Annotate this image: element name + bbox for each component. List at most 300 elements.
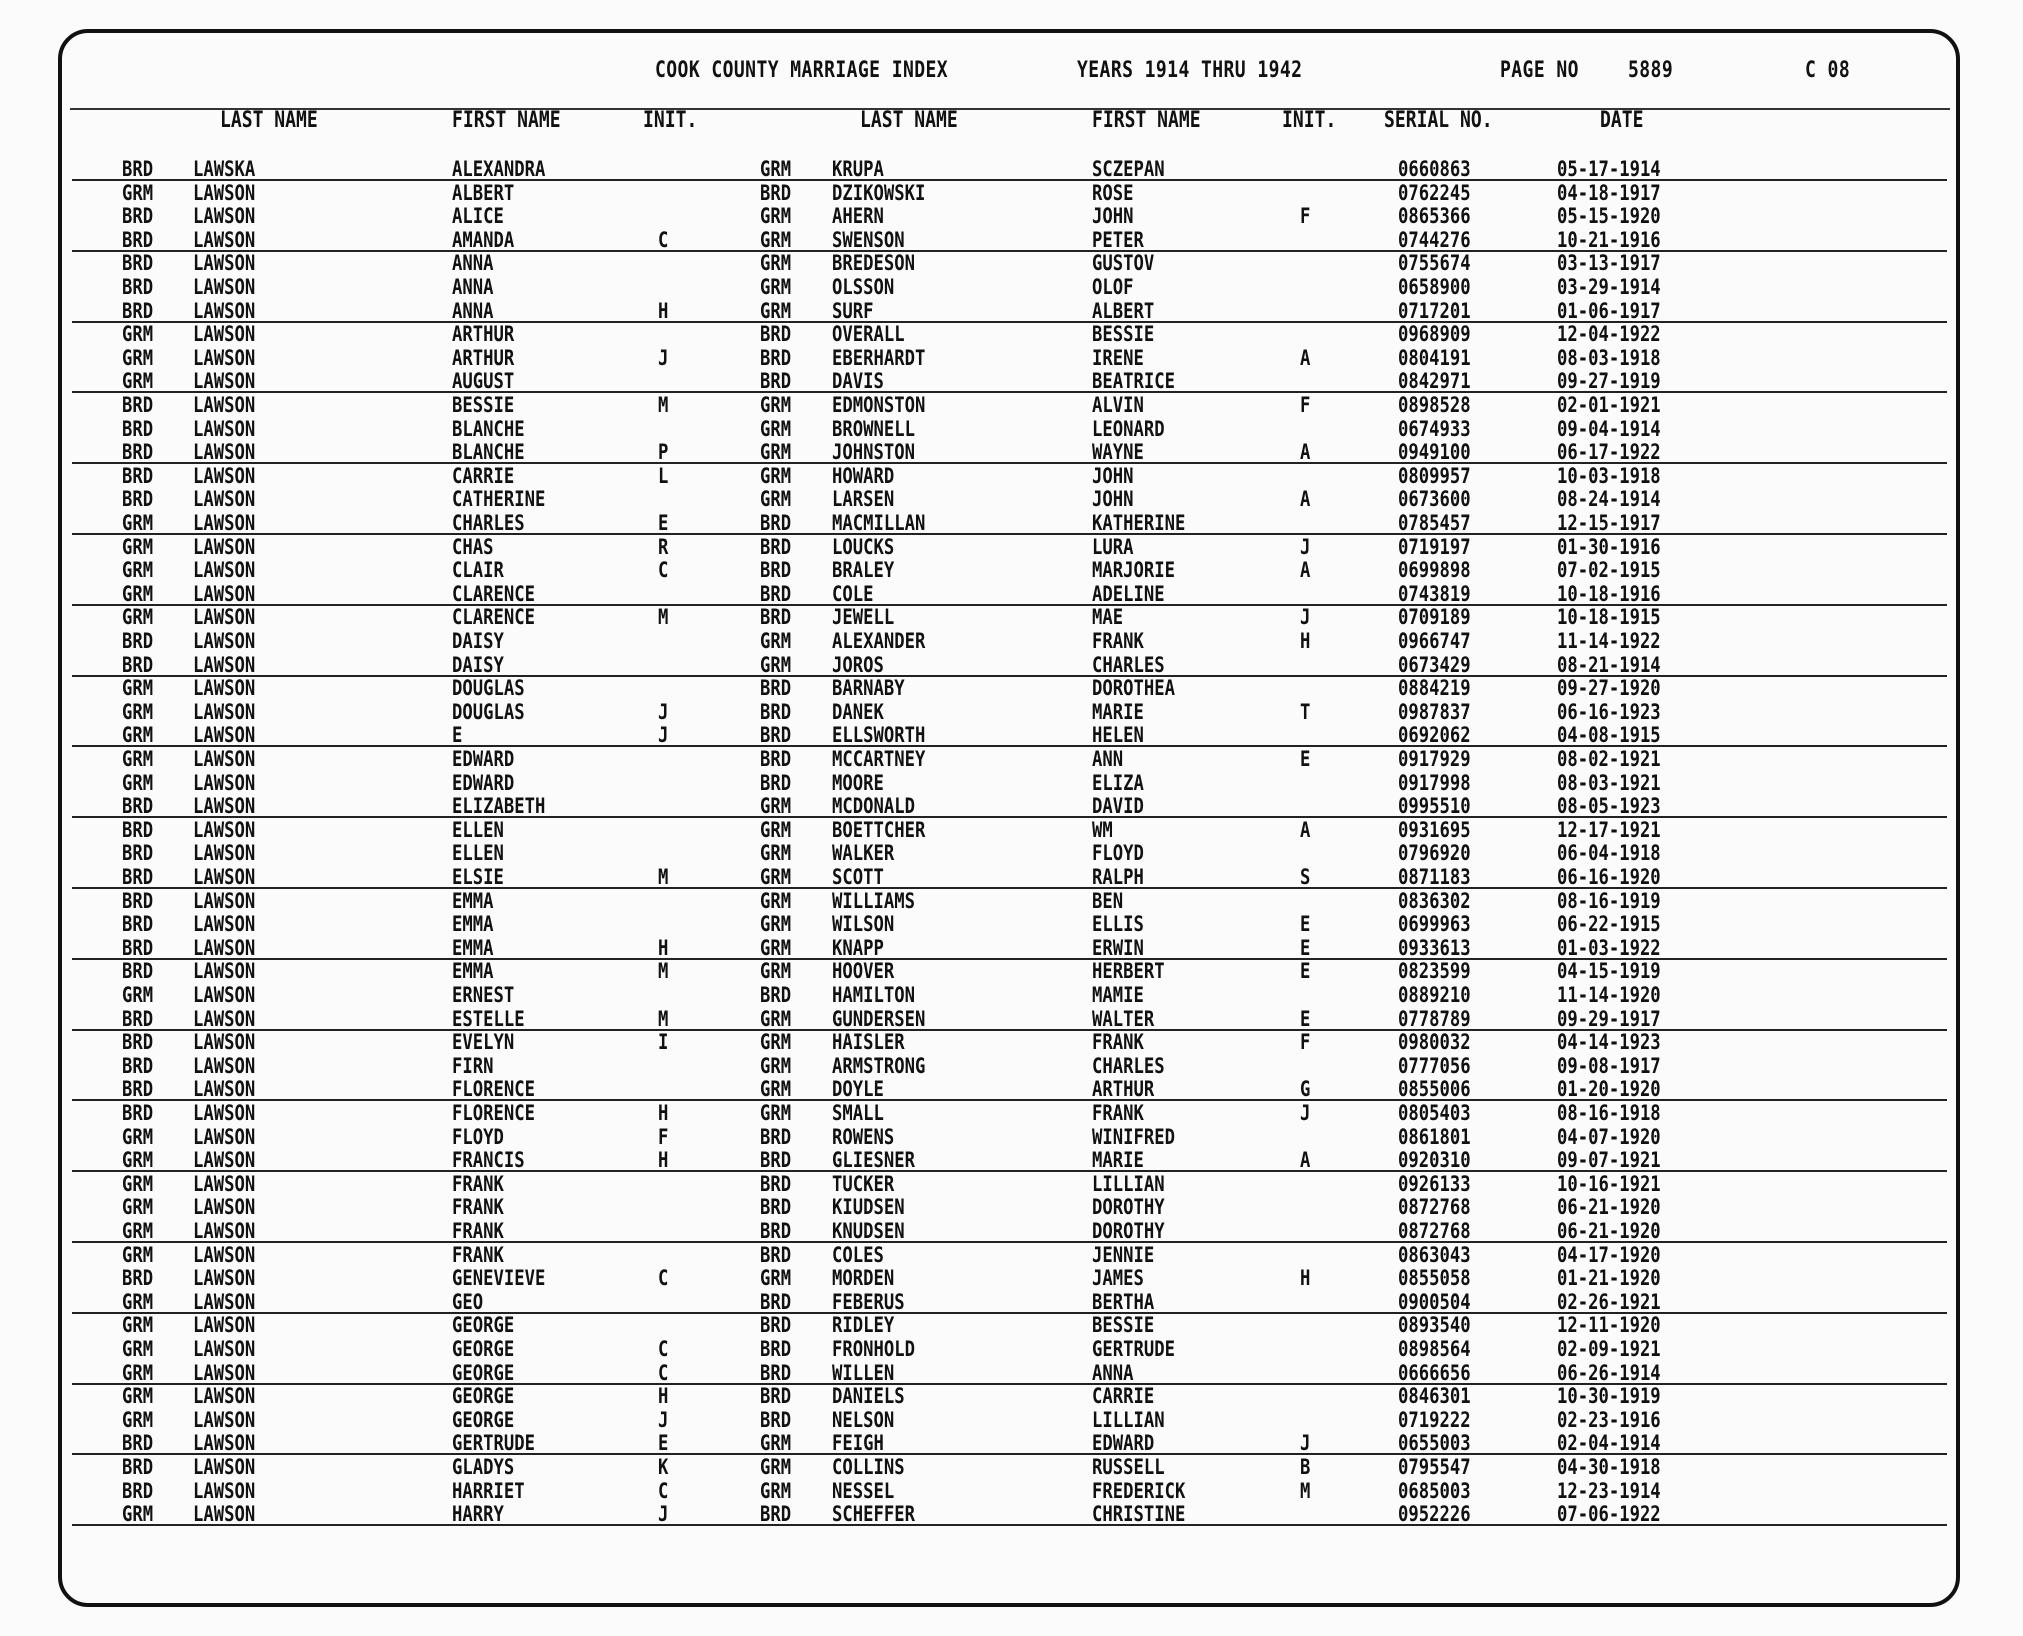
cell-date: 01-21-1920 bbox=[1557, 1266, 1661, 1291]
record-row bbox=[0, 323, 2023, 347]
cell-init-1: H bbox=[658, 1148, 669, 1173]
cell-first-name-1: ALICE bbox=[452, 204, 504, 229]
cell-date: 05-17-1914 bbox=[1557, 157, 1661, 181]
cell-role-1: BRD bbox=[122, 912, 154, 937]
cell-last-name-1: LAWSON bbox=[193, 1242, 256, 1267]
cell-first-name-2: FLOYD bbox=[1092, 841, 1144, 866]
cell-role-2: BRD bbox=[760, 1195, 792, 1220]
cell-role-1: GRM bbox=[122, 1242, 154, 1267]
cell-last-name-1: LAWSON bbox=[193, 1030, 256, 1055]
cell-last-name-1: LAWSON bbox=[193, 1077, 256, 1102]
cell-role-1: GRM bbox=[122, 180, 154, 205]
cell-last-name-1: LAWSON bbox=[193, 251, 256, 276]
cell-role-2: GRM bbox=[760, 912, 792, 937]
cell-first-name-2: ARTHUR bbox=[1092, 1077, 1155, 1102]
cell-init-1: C bbox=[658, 1266, 669, 1291]
cell-first-name-2: DOROTHEA bbox=[1092, 676, 1175, 701]
cell-first-name-1: GEORGE bbox=[452, 1407, 515, 1432]
cell-role-2: GRM bbox=[760, 794, 792, 819]
cell-role-1: BRD bbox=[122, 865, 154, 889]
cell-init-1: J bbox=[658, 723, 669, 748]
cell-serial-no: 0658900 bbox=[1398, 275, 1471, 299]
col-init-2: INIT. bbox=[1282, 108, 1337, 133]
cell-first-name-2: JAMES bbox=[1092, 1266, 1144, 1291]
cell-first-name-2: PETER bbox=[1092, 227, 1144, 252]
cell-last-name-2: HOWARD bbox=[832, 463, 895, 488]
cell-serial-no: 0796920 bbox=[1398, 841, 1471, 866]
cell-role-2: BRD bbox=[760, 1360, 792, 1385]
cell-date: 02-04-1914 bbox=[1557, 1431, 1661, 1456]
cell-last-name-1: LAWSON bbox=[193, 581, 256, 606]
cell-date: 10-18-1916 bbox=[1557, 581, 1661, 606]
cell-role-2: BRD bbox=[760, 322, 792, 347]
cell-role-1: BRD bbox=[122, 227, 154, 252]
cell-role-1: GRM bbox=[122, 983, 154, 1007]
cell-first-name-1: GEORGE bbox=[452, 1360, 515, 1385]
cell-init-2: F bbox=[1300, 393, 1311, 417]
record-row bbox=[0, 1291, 2023, 1315]
cell-last-name-2: JOHNSTON bbox=[832, 440, 915, 465]
cell-date: 09-27-1920 bbox=[1557, 676, 1661, 701]
cell-last-name-2: ELLSWORTH bbox=[832, 723, 926, 748]
cell-date: 06-21-1920 bbox=[1557, 1219, 1661, 1243]
cell-role-2: GRM bbox=[760, 1030, 792, 1055]
cell-date: 06-16-1920 bbox=[1557, 865, 1661, 889]
cell-first-name-2: CHRISTINE bbox=[1092, 1502, 1186, 1527]
record-row bbox=[0, 795, 2023, 819]
cell-serial-no: 0865366 bbox=[1398, 204, 1471, 229]
cell-date: 08-05-1923 bbox=[1557, 794, 1661, 819]
cell-role-1: BRD bbox=[122, 935, 154, 960]
cell-last-name-1: LAWSON bbox=[193, 1266, 256, 1291]
cell-first-name-2: DAVID bbox=[1092, 794, 1144, 819]
cell-first-name-2: GUSTOV bbox=[1092, 251, 1155, 276]
cell-last-name-1: LAWSON bbox=[193, 1289, 256, 1314]
cell-last-name-1: LAWSON bbox=[193, 511, 256, 535]
record-row bbox=[0, 1031, 2023, 1055]
cell-role-1: BRD bbox=[122, 629, 154, 653]
cell-date: 08-16-1919 bbox=[1557, 888, 1661, 913]
cell-init-2: G bbox=[1300, 1077, 1311, 1102]
cell-role-1: BRD bbox=[122, 298, 154, 323]
cell-serial-no: 0836302 bbox=[1398, 888, 1471, 913]
record-row bbox=[0, 1314, 2023, 1338]
cell-init-2: J bbox=[1300, 605, 1311, 630]
cell-serial-no: 0968909 bbox=[1398, 322, 1471, 347]
cell-role-1: GRM bbox=[122, 322, 154, 347]
cell-last-name-2: BOETTCHER bbox=[832, 817, 926, 842]
cell-last-name-2: BARNABY bbox=[832, 676, 905, 701]
record-row bbox=[0, 370, 2023, 394]
cell-first-name-1: GEO bbox=[452, 1289, 484, 1314]
cell-first-name-1: ELIZABETH bbox=[452, 794, 546, 819]
record-row bbox=[0, 1456, 2023, 1480]
cell-serial-no: 0872768 bbox=[1398, 1195, 1471, 1220]
record-row bbox=[0, 205, 2023, 229]
cell-role-2: GRM bbox=[760, 487, 792, 512]
index-title: COOK COUNTY MARRIAGE INDEX bbox=[655, 58, 949, 83]
cell-role-2: GRM bbox=[760, 629, 792, 653]
cell-first-name-2: GERTRUDE bbox=[1092, 1337, 1175, 1361]
cell-first-name-2: HELEN bbox=[1092, 723, 1144, 748]
record-row bbox=[0, 1126, 2023, 1150]
cell-serial-no: 0980032 bbox=[1398, 1030, 1471, 1055]
cell-first-name-1: ERNEST bbox=[452, 983, 515, 1007]
cell-first-name-1: DAISY bbox=[452, 652, 504, 677]
cell-first-name-2: RUSSELL bbox=[1092, 1455, 1165, 1479]
cell-date: 12-15-1917 bbox=[1557, 511, 1661, 535]
cell-serial-no: 0660863 bbox=[1398, 157, 1471, 181]
cell-first-name-2: KATHERINE bbox=[1092, 511, 1186, 535]
cell-first-name-2: OLOF bbox=[1092, 275, 1134, 299]
cell-last-name-2: FEBERUS bbox=[832, 1289, 905, 1314]
cell-init-1: C bbox=[658, 1360, 669, 1385]
cell-first-name-1: ELLEN bbox=[452, 841, 504, 866]
cell-first-name-2: CARRIE bbox=[1092, 1384, 1155, 1409]
cell-init-2: S bbox=[1300, 865, 1311, 889]
record-row bbox=[0, 772, 2023, 796]
record-row bbox=[0, 1409, 2023, 1433]
record-row bbox=[0, 724, 2023, 748]
cell-last-name-2: SMALL bbox=[832, 1101, 884, 1125]
cell-last-name-1: LAWSON bbox=[193, 983, 256, 1007]
cell-role-2: GRM bbox=[760, 157, 792, 181]
cell-serial-no: 0898528 bbox=[1398, 393, 1471, 417]
cell-role-2: GRM bbox=[760, 463, 792, 488]
cell-first-name-1: EDWARD bbox=[452, 770, 515, 795]
cell-first-name-1: GERTRUDE bbox=[452, 1431, 535, 1456]
cell-last-name-2: ARMSTRONG bbox=[832, 1053, 926, 1078]
cell-serial-no: 0889210 bbox=[1398, 983, 1471, 1007]
cell-last-name-2: COLES bbox=[832, 1242, 884, 1267]
cell-init-1: F bbox=[658, 1124, 669, 1149]
cell-date: 03-13-1917 bbox=[1557, 251, 1661, 276]
cell-init-1: L bbox=[658, 463, 669, 488]
cell-date: 08-24-1914 bbox=[1557, 487, 1661, 512]
cell-role-2: GRM bbox=[760, 440, 792, 465]
cell-last-name-2: FEIGH bbox=[832, 1431, 884, 1456]
cell-serial-no: 0755674 bbox=[1398, 251, 1471, 276]
cell-last-name-1: LAWSON bbox=[193, 676, 256, 701]
cell-role-2: GRM bbox=[760, 652, 792, 677]
cell-first-name-2: LURA bbox=[1092, 534, 1134, 559]
cell-serial-no: 0743819 bbox=[1398, 581, 1471, 606]
record-row bbox=[0, 1432, 2023, 1456]
record-row bbox=[0, 465, 2023, 489]
cell-first-name-2: HERBERT bbox=[1092, 959, 1165, 984]
cell-role-2: BRD bbox=[760, 1171, 792, 1196]
cell-date: 04-17-1920 bbox=[1557, 1242, 1661, 1267]
cell-role-1: GRM bbox=[122, 676, 154, 701]
cell-first-name-1: CATHERINE bbox=[452, 487, 546, 512]
cell-last-name-2: COLLINS bbox=[832, 1455, 905, 1479]
cell-init-1: C bbox=[658, 1337, 669, 1361]
cell-init-2: F bbox=[1300, 1030, 1311, 1055]
cell-date: 04-15-1919 bbox=[1557, 959, 1661, 984]
cell-init-2: M bbox=[1300, 1478, 1311, 1503]
cell-first-name-1: DOUGLAS bbox=[452, 699, 525, 724]
cell-last-name-2: MOORE bbox=[832, 770, 884, 795]
cell-date: 01-30-1916 bbox=[1557, 534, 1661, 559]
cell-first-name-1: ANNA bbox=[452, 251, 494, 276]
cell-role-2: GRM bbox=[760, 416, 792, 441]
cell-last-name-1: LAWSON bbox=[193, 440, 256, 465]
cell-last-name-2: ALEXANDER bbox=[832, 629, 926, 653]
cell-first-name-1: FRANCIS bbox=[452, 1148, 525, 1173]
cell-first-name-1: GEORGE bbox=[452, 1313, 515, 1338]
cell-last-name-1: LAWSON bbox=[193, 369, 256, 394]
cell-last-name-2: DAVIS bbox=[832, 369, 884, 394]
cell-first-name-2: CHARLES bbox=[1092, 652, 1165, 677]
cell-role-1: GRM bbox=[122, 1195, 154, 1220]
cell-role-2: GRM bbox=[760, 251, 792, 276]
cell-role-1: BRD bbox=[122, 157, 154, 181]
cell-first-name-2: MARJORIE bbox=[1092, 558, 1175, 583]
cell-first-name-2: FREDERICK bbox=[1092, 1478, 1186, 1503]
cell-first-name-2: FRANK bbox=[1092, 1030, 1144, 1055]
record-row bbox=[0, 913, 2023, 937]
cell-init-2: A bbox=[1300, 1148, 1311, 1173]
cell-date: 08-21-1914 bbox=[1557, 652, 1661, 677]
cell-serial-no: 0861801 bbox=[1398, 1124, 1471, 1149]
cell-init-2: A bbox=[1300, 487, 1311, 512]
cell-init-1: H bbox=[658, 935, 669, 960]
cell-first-name-1: GENEVIEVE bbox=[452, 1266, 546, 1291]
cell-date: 09-07-1921 bbox=[1557, 1148, 1661, 1173]
record-row bbox=[0, 701, 2023, 725]
cell-first-name-2: BEN bbox=[1092, 888, 1124, 913]
cell-role-2: BRD bbox=[760, 345, 792, 370]
cell-first-name-2: MARIE bbox=[1092, 699, 1144, 724]
cell-serial-no: 0931695 bbox=[1398, 817, 1471, 842]
cell-last-name-2: SCHEFFER bbox=[832, 1502, 915, 1527]
cell-date: 09-08-1917 bbox=[1557, 1053, 1661, 1078]
record-row bbox=[0, 158, 2023, 182]
cell-first-name-1: ELLEN bbox=[452, 817, 504, 842]
cell-date: 04-08-1915 bbox=[1557, 723, 1661, 748]
cell-first-name-2: IRENE bbox=[1092, 345, 1144, 370]
cell-role-2: BRD bbox=[760, 1148, 792, 1173]
cell-last-name-2: TUCKER bbox=[832, 1171, 895, 1196]
cell-last-name-1: LAWSON bbox=[193, 912, 256, 937]
cell-last-name-1: LAWSON bbox=[193, 1219, 256, 1243]
cell-role-1: BRD bbox=[122, 652, 154, 677]
cell-last-name-2: WALKER bbox=[832, 841, 895, 866]
cell-first-name-1: ALEXANDRA bbox=[452, 157, 546, 181]
record-row bbox=[0, 890, 2023, 914]
cell-last-name-2: EDMONSTON bbox=[832, 393, 926, 417]
cell-first-name-1: FLOYD bbox=[452, 1124, 504, 1149]
cell-serial-no: 0666656 bbox=[1398, 1360, 1471, 1385]
cell-role-1: GRM bbox=[122, 1360, 154, 1385]
cell-last-name-2: SCOTT bbox=[832, 865, 884, 889]
cell-serial-no: 0744276 bbox=[1398, 227, 1471, 252]
cell-role-1: GRM bbox=[122, 1337, 154, 1361]
cell-last-name-2: SURF bbox=[832, 298, 874, 323]
cell-last-name-1: LAWSON bbox=[193, 1407, 256, 1432]
cell-init-1: M bbox=[658, 1006, 669, 1031]
record-row bbox=[0, 606, 2023, 630]
cell-role-2: BRD bbox=[760, 180, 792, 205]
cell-serial-no: 0893540 bbox=[1398, 1313, 1471, 1338]
cell-last-name-1: LAWSON bbox=[193, 1006, 256, 1031]
cell-init-1: M bbox=[658, 959, 669, 984]
cell-role-1: BRD bbox=[122, 817, 154, 842]
cell-role-1: BRD bbox=[122, 959, 154, 984]
cell-first-name-1: ARTHUR bbox=[452, 345, 515, 370]
cell-date: 06-22-1915 bbox=[1557, 912, 1661, 937]
cell-role-2: GRM bbox=[760, 1478, 792, 1503]
cell-serial-no: 0920310 bbox=[1398, 1148, 1471, 1173]
cell-role-1: GRM bbox=[122, 1219, 154, 1243]
cell-serial-no: 0692062 bbox=[1398, 723, 1471, 748]
cell-first-name-1: FRANK bbox=[452, 1219, 504, 1243]
cell-role-1: BRD bbox=[122, 888, 154, 913]
cell-role-2: BRD bbox=[760, 1219, 792, 1243]
cell-role-2: GRM bbox=[760, 1431, 792, 1456]
cell-serial-no: 0804191 bbox=[1398, 345, 1471, 370]
record-row bbox=[0, 866, 2023, 890]
cell-init-2: J bbox=[1300, 534, 1311, 559]
cell-last-name-2: HOOVER bbox=[832, 959, 895, 984]
cell-last-name-1: LAWSON bbox=[193, 1148, 256, 1173]
record-row bbox=[0, 1173, 2023, 1197]
cell-last-name-1: LAWSON bbox=[193, 1101, 256, 1125]
cell-init-1: H bbox=[658, 1384, 669, 1409]
cell-init-1: C bbox=[658, 1478, 669, 1503]
cell-date: 06-17-1922 bbox=[1557, 440, 1661, 465]
cell-date: 12-23-1914 bbox=[1557, 1478, 1661, 1503]
cell-date: 04-07-1920 bbox=[1557, 1124, 1661, 1149]
record-row bbox=[0, 1055, 2023, 1079]
cell-last-name-2: RIDLEY bbox=[832, 1313, 895, 1338]
cell-last-name-2: KRUPA bbox=[832, 157, 884, 181]
cell-first-name-2: ERWIN bbox=[1092, 935, 1144, 960]
cell-init-1: J bbox=[658, 345, 669, 370]
cell-first-name-2: MARIE bbox=[1092, 1148, 1144, 1173]
cell-first-name-2: SCZEPAN bbox=[1092, 157, 1165, 181]
cell-first-name-2: MAE bbox=[1092, 605, 1124, 630]
cell-role-1: BRD bbox=[122, 1266, 154, 1291]
cell-last-name-1: LAWSON bbox=[193, 227, 256, 252]
record-row bbox=[0, 1338, 2023, 1362]
cell-first-name-1: ELSIE bbox=[452, 865, 504, 889]
cell-date: 10-03-1918 bbox=[1557, 463, 1661, 488]
cell-role-1: BRD bbox=[122, 1077, 154, 1102]
cell-last-name-1: LAWSON bbox=[193, 180, 256, 205]
cell-first-name-1: AUGUST bbox=[452, 369, 515, 394]
cell-first-name-1: CLAIR bbox=[452, 558, 504, 583]
cell-first-name-1: FLORENCE bbox=[452, 1077, 535, 1102]
cell-last-name-1: LAWSON bbox=[193, 1455, 256, 1479]
cell-role-1: BRD bbox=[122, 1478, 154, 1503]
cell-init-2: E bbox=[1300, 912, 1311, 937]
cell-date: 12-11-1920 bbox=[1557, 1313, 1661, 1338]
cell-role-1: GRM bbox=[122, 1313, 154, 1338]
cell-role-1: BRD bbox=[122, 1006, 154, 1031]
cell-role-1: GRM bbox=[122, 1289, 154, 1314]
cell-last-name-1: LAWSON bbox=[193, 275, 256, 299]
cell-first-name-2: JOHN bbox=[1092, 487, 1134, 512]
cell-date: 04-30-1918 bbox=[1557, 1455, 1661, 1479]
cell-last-name-2: NELSON bbox=[832, 1407, 895, 1432]
cell-serial-no: 0917929 bbox=[1398, 747, 1471, 771]
cell-serial-no: 0823599 bbox=[1398, 959, 1471, 984]
cell-last-name-2: KNUDSEN bbox=[832, 1219, 905, 1243]
cell-role-1: GRM bbox=[122, 345, 154, 370]
cell-role-1: BRD bbox=[122, 1101, 154, 1125]
cell-role-1: BRD bbox=[122, 393, 154, 417]
cell-first-name-2: ANNA bbox=[1092, 1360, 1134, 1385]
cell-serial-no: 0995510 bbox=[1398, 794, 1471, 819]
cell-last-name-1: LAWSON bbox=[193, 1478, 256, 1503]
cell-last-name-2: KNAPP bbox=[832, 935, 884, 960]
cell-init-2: E bbox=[1300, 959, 1311, 984]
record-row bbox=[0, 677, 2023, 701]
record-row bbox=[0, 1244, 2023, 1268]
cell-first-name-2: BESSIE bbox=[1092, 1313, 1155, 1338]
record-row bbox=[0, 960, 2023, 984]
cell-first-name-1: ANNA bbox=[452, 275, 494, 299]
cell-last-name-2: HAMILTON bbox=[832, 983, 915, 1007]
record-row bbox=[0, 630, 2023, 654]
page-number: 5889 bbox=[1628, 58, 1674, 83]
cell-date: 10-16-1921 bbox=[1557, 1171, 1661, 1196]
cell-first-name-1: GLADYS bbox=[452, 1455, 515, 1479]
cell-init-2: E bbox=[1300, 747, 1311, 771]
cell-init-1: E bbox=[658, 1431, 669, 1456]
cell-first-name-2: JENNIE bbox=[1092, 1242, 1155, 1267]
cell-last-name-2: HAISLER bbox=[832, 1030, 905, 1055]
cell-last-name-1: LAWSON bbox=[193, 1313, 256, 1338]
cell-role-2: GRM bbox=[760, 1077, 792, 1102]
cell-last-name-2: DZIKOWSKI bbox=[832, 180, 926, 205]
cell-date: 06-16-1923 bbox=[1557, 699, 1661, 724]
cell-last-name-2: SWENSON bbox=[832, 227, 905, 252]
record-row bbox=[0, 819, 2023, 843]
cell-date: 08-16-1918 bbox=[1557, 1101, 1661, 1125]
cell-last-name-2: DANEK bbox=[832, 699, 884, 724]
record-row bbox=[0, 937, 2023, 961]
cell-role-2: BRD bbox=[760, 605, 792, 630]
cell-date: 12-04-1922 bbox=[1557, 322, 1661, 347]
cell-role-2: BRD bbox=[760, 1384, 792, 1409]
cell-last-name-2: GLIESNER bbox=[832, 1148, 915, 1173]
cell-init-1: M bbox=[658, 393, 669, 417]
cell-date: 08-03-1918 bbox=[1557, 345, 1661, 370]
cell-first-name-2: WAYNE bbox=[1092, 440, 1144, 465]
cell-first-name-2: ANN bbox=[1092, 747, 1124, 771]
cell-serial-no: 0884219 bbox=[1398, 676, 1471, 701]
cell-first-name-2: ALBERT bbox=[1092, 298, 1155, 323]
cell-first-name-2: DOROTHY bbox=[1092, 1195, 1165, 1220]
cell-date: 01-20-1920 bbox=[1557, 1077, 1661, 1102]
cell-init-2: A bbox=[1300, 558, 1311, 583]
cell-first-name-1: AMANDA bbox=[452, 227, 515, 252]
cell-role-2: GRM bbox=[760, 298, 792, 323]
cell-last-name-1: LAWSON bbox=[193, 841, 256, 866]
cell-last-name-2: WILLIAMS bbox=[832, 888, 915, 913]
cell-date: 02-01-1921 bbox=[1557, 393, 1661, 417]
cell-role-2: BRD bbox=[760, 676, 792, 701]
record-row bbox=[0, 1149, 2023, 1173]
cell-last-name-1: LAWSON bbox=[193, 747, 256, 771]
cell-role-1: BRD bbox=[122, 416, 154, 441]
cell-role-1: GRM bbox=[122, 605, 154, 630]
cell-serial-no: 0719197 bbox=[1398, 534, 1471, 559]
record-row bbox=[0, 654, 2023, 678]
record-row bbox=[0, 418, 2023, 442]
